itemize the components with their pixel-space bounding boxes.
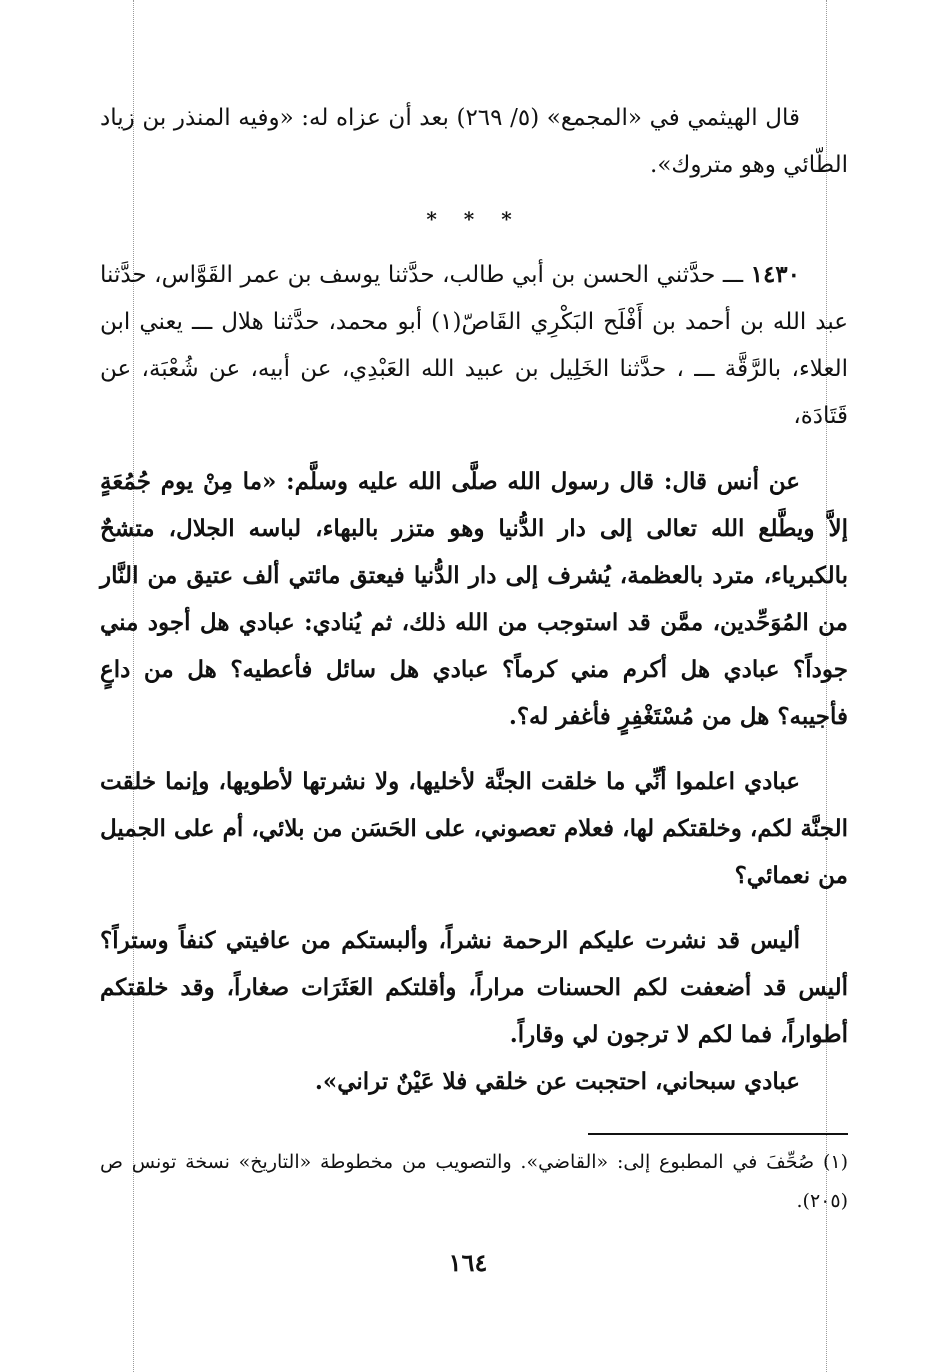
section-separator: * * * (426, 207, 522, 231)
hadith-paragraph-2: عبادي اعلموا أنِّي ما خلقت الجنَّة لأخليها، ولا نشرتها لأطويها، وإنما خلقت الجنَّة لكم، وخلقتكم لها، فعلام تعصوني، على الحَسَن من بلائي، أم على الجميل من نعمائي؟ (100, 768, 848, 889)
hadith-number: ١٤٣٠ (750, 261, 801, 288)
page-body (100, 95, 848, 1105)
hadith-paragraph-4: عبادي سبحاني، احتجبت عن خلقي فلا عَيْنٌ تراني». (314, 1068, 800, 1095)
footnote: (١) صُحِّفَ في المطبوع إلى: «القاضي». والتصويب من مخطوطة «التاريخ» نسخة تونس ص (٢٠٥). (100, 1151, 848, 1212)
intro-paragraph: قال الهيثمي في «المجمع» (٥/ ٢٦٩) بعد أن عزاه له: «وفيه المنذر بن زياد الطّائي وهو متروك». (100, 105, 848, 178)
hadith-paragraph-1: عن أنس قال: قال رسول الله صلَّى الله عليه وسلَّم: «ما مِنْ يوم جُمُعَةٍ إلاَّ ويطَّلع الله تعالى إلى دار الدُّنيا وهو متزر بالبهاء، لباسه الجلال، متشحٌ بالكبرياء، مترد بالعظمة، يُشرف إلى دار الدُّنيا فيعتق مائتي ألف عتيق من النَّار من المُوَحِّدين، ممَّن قد استوجب من الله ذلك، ثم يُنادي: عبادي هل أجود مني جوداً؟ عبادي هل أكرم مني كرماً؟ عبادي هل سائل فأعطيه؟ هل من داعٍ فأجيبه؟ هل من مُسْتَغْفِرٍ فأغفر له؟. (100, 468, 848, 730)
hadith-isnad-text: ـــ حدَّثني الحسن بن أبي طالب، حدَّثنا يوسف بن عمر القَوَّاس، حدَّثنا عبد الله بن أحمد بن أَفْلَح البَكْرِي القَاصّ(١) أبو محمد، حدَّثنا هلال ـــ يعني ابن العلاء، بالرَّقَّة ـــ ، حدَّثنا الخَلِيل بن عبيد الله العَبْدِي، عن أبيه، عن شُعْبَة، عن قَتَادَة، (100, 262, 849, 429)
footnote-divider (588, 1133, 848, 1135)
hadith-paragraph-3: أليس قد نشرت عليكم الرحمة نشراً، وألبستكم من عافيتي كنفاً وستراً؟ أليس قد أضعفت لكم الحسنات مراراً، وأقلتكم العَثَرَات صغاراً، وقد خلقتكم أطواراً، فما لكم لا ترجون لي وقاراً. (100, 927, 848, 1048)
page-number: ١٦٤ (448, 1248, 488, 1277)
hadith-isnad (100, 251, 848, 440)
